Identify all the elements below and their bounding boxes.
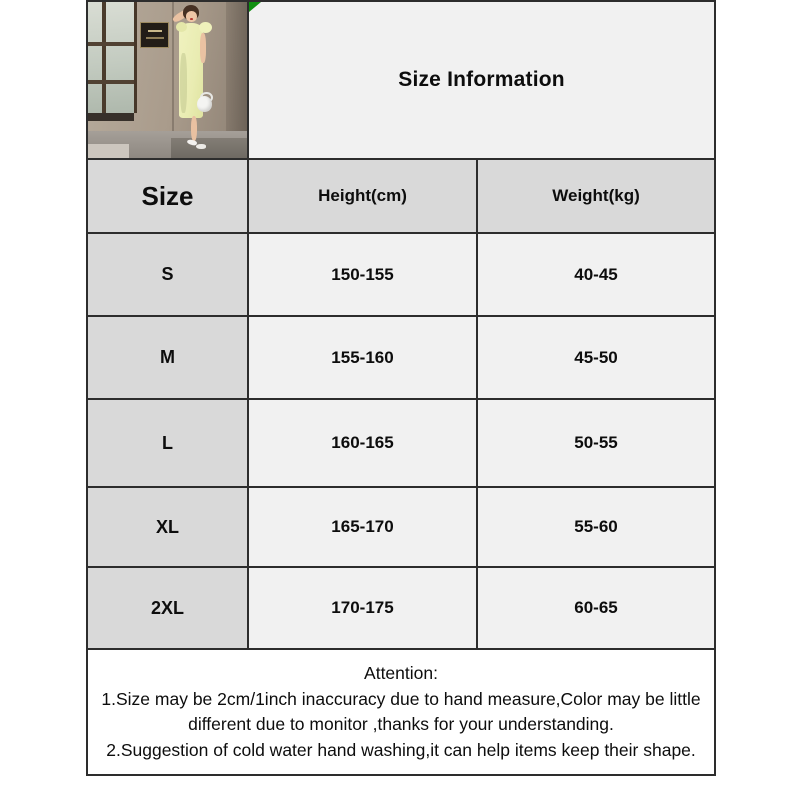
model-lowered-arm bbox=[200, 33, 206, 63]
model-handbag bbox=[197, 96, 212, 112]
weight-value: 55-60 bbox=[477, 487, 715, 567]
table-row bbox=[87, 567, 715, 649]
size-label: S bbox=[87, 233, 248, 316]
attention-note: 2.Suggestion of cold water hand washing,it can help items keep their shape. bbox=[106, 739, 696, 760]
attention-title: Attention: bbox=[364, 663, 438, 683]
size-label: 2XL bbox=[87, 567, 248, 649]
photo-mirror-panel bbox=[88, 2, 137, 113]
model-lips bbox=[190, 18, 193, 20]
photo-floor-tile bbox=[88, 144, 129, 158]
size-label: XL bbox=[87, 487, 248, 567]
model-face bbox=[186, 11, 197, 22]
size-label: L bbox=[87, 399, 248, 487]
table-row bbox=[87, 316, 715, 399]
height-value: 165-170 bbox=[248, 487, 477, 567]
table-row bbox=[87, 399, 715, 487]
photo-wall-plaque bbox=[140, 22, 169, 47]
size-information-table bbox=[86, 0, 716, 776]
product-photo bbox=[88, 2, 247, 158]
column-header-height: Height(cm) bbox=[248, 159, 477, 233]
weight-value: 50-55 bbox=[477, 399, 715, 487]
model-leg bbox=[191, 116, 198, 141]
weight-value: 45-50 bbox=[477, 316, 715, 399]
table-row bbox=[87, 487, 715, 567]
table-row bbox=[87, 233, 715, 316]
attention-box bbox=[87, 649, 715, 775]
attention-note: 1.Size may be 2cm/1inch inaccuracy due to hand measure,Color may be little different due to monitor ,thanks for your understanding. bbox=[101, 688, 701, 734]
plaque-text-line bbox=[146, 37, 163, 39]
model-shoe bbox=[196, 144, 206, 149]
mirror-frame-bar bbox=[88, 42, 134, 46]
photo-baseboard bbox=[88, 113, 134, 121]
model-dress-shading bbox=[180, 53, 186, 112]
page-title: Size Information bbox=[398, 68, 565, 91]
product-photo-cell bbox=[87, 1, 248, 159]
weight-value: 60-65 bbox=[477, 567, 715, 649]
column-header-size: Size bbox=[87, 159, 248, 233]
mirror-frame-bar bbox=[102, 2, 106, 113]
height-value: 160-165 bbox=[248, 399, 477, 487]
height-value: 170-175 bbox=[248, 567, 477, 649]
photo-floor-mat bbox=[171, 138, 247, 158]
height-value: 155-160 bbox=[248, 316, 477, 399]
title-cell bbox=[248, 1, 715, 159]
weight-value: 40-45 bbox=[477, 233, 715, 316]
mirror-frame-bar bbox=[88, 80, 134, 84]
height-value: 150-155 bbox=[248, 233, 477, 316]
model-right-sleeve bbox=[199, 22, 213, 34]
green-corner-marker-icon bbox=[249, 2, 261, 12]
column-header-weight: Weight(kg) bbox=[477, 159, 715, 233]
size-label: M bbox=[87, 316, 248, 399]
plaque-text-line bbox=[148, 30, 162, 32]
